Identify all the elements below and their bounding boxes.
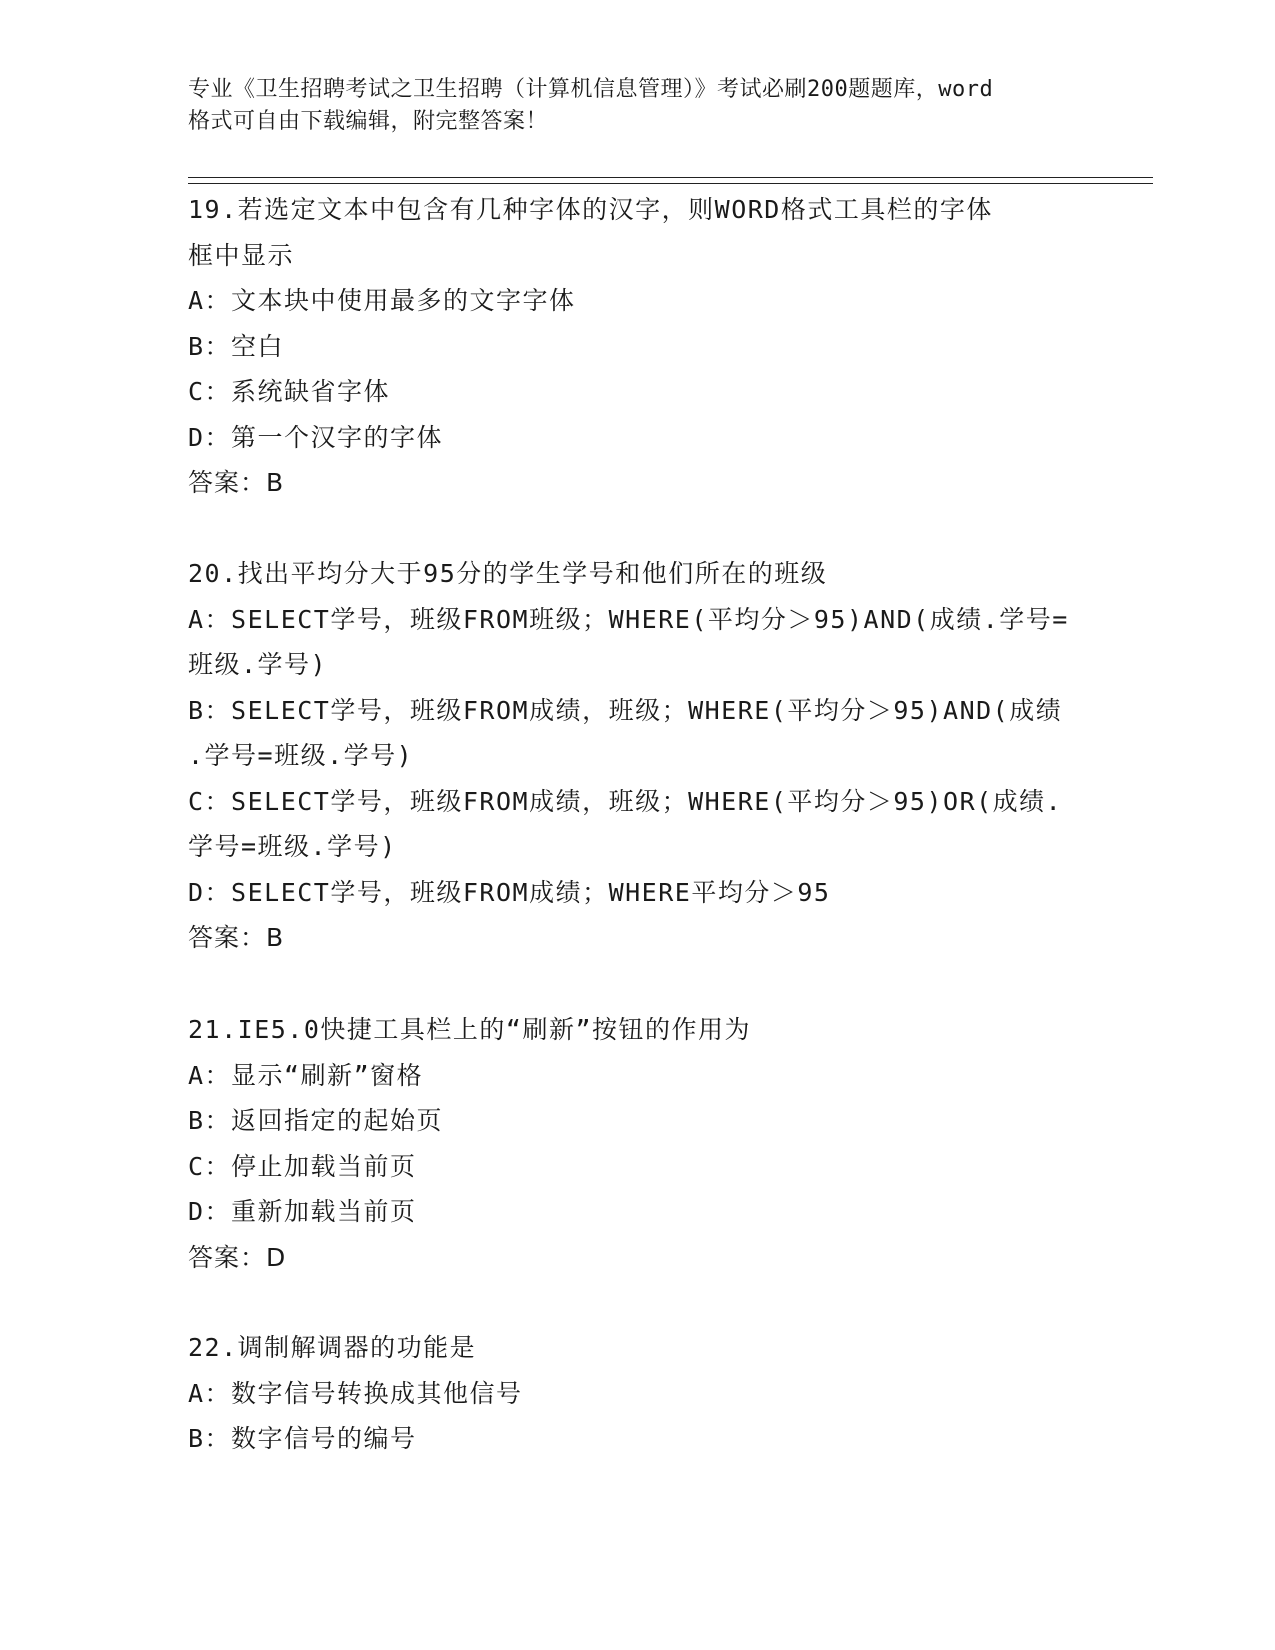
option-a: A：显示“刷新”窗格 [188, 1060, 424, 1090]
option-b-continued: .学号=班级.学号) [188, 741, 414, 770]
option-c-continued: 学号=班级.学号) [188, 832, 397, 861]
question-21 [188, 1007, 1088, 1280]
header-line-1: 专业《卫生招聘考试之卫生招聘（计算机信息管理）》考试必刷200题题库，word [188, 77, 994, 102]
option-c: C：系统缺省字体 [188, 377, 391, 406]
option-d: D：第一个汉字的字体 [188, 422, 444, 452]
question-22 [188, 1325, 1088, 1462]
option-a: A：文本块中使用最多的文字字体 [188, 286, 576, 315]
question-19 [188, 187, 1088, 506]
option-a-continued: 班级.学号) [188, 650, 328, 679]
answer-label: 答案：B [188, 468, 285, 497]
option-b: B：返回指定的起始页 [188, 1106, 444, 1135]
answer-label: 答案：B [188, 923, 285, 952]
document-header [188, 74, 1088, 138]
option-b: B：SELECT学号，班级FROM成绩，班级；WHERE(平均分＞95)AND(成绩 [188, 695, 1063, 725]
question-stem-line: 框中显示 [188, 240, 295, 270]
option-a: A：数字信号转换成其他信号 [188, 1378, 523, 1408]
option-a: A：SELECT学号，班级FROM班级；WHERE(平均分＞95)AND(成绩.学号= [188, 604, 1069, 634]
header-divider-bottom [188, 183, 1153, 184]
option-d: D：重新加载当前页 [188, 1197, 417, 1226]
question-stem-line: 19.若选定文本中包含有几种字体的汉字，则WORD格式工具栏的字体 [188, 195, 993, 224]
option-d: D：SELECT学号，班级FROM成绩；WHERE平均分＞95 [188, 877, 831, 907]
option-c: C：停止加载当前页 [188, 1151, 417, 1181]
option-b: B：空白 [188, 331, 285, 361]
answer-label: 答案：D [188, 1242, 287, 1272]
question-stem-line: 20.找出平均分大于95分的学生学号和他们所在的班级 [188, 559, 828, 588]
option-b: B：数字信号的编号 [188, 1424, 417, 1453]
header-line-2: 格式可自由下载编辑，附完整答案！ [188, 109, 549, 134]
question-stem-line: 22.调制解调器的功能是 [188, 1333, 477, 1362]
header-divider-top [188, 177, 1153, 178]
question-20 [188, 551, 1088, 961]
option-c: C：SELECT学号，班级FROM成绩，班级；WHERE(平均分＞95)OR(成绩. [188, 786, 1063, 816]
question-stem-line: 21.IE5.0快捷工具栏上的“刷新”按钮的作用为 [188, 1015, 752, 1044]
